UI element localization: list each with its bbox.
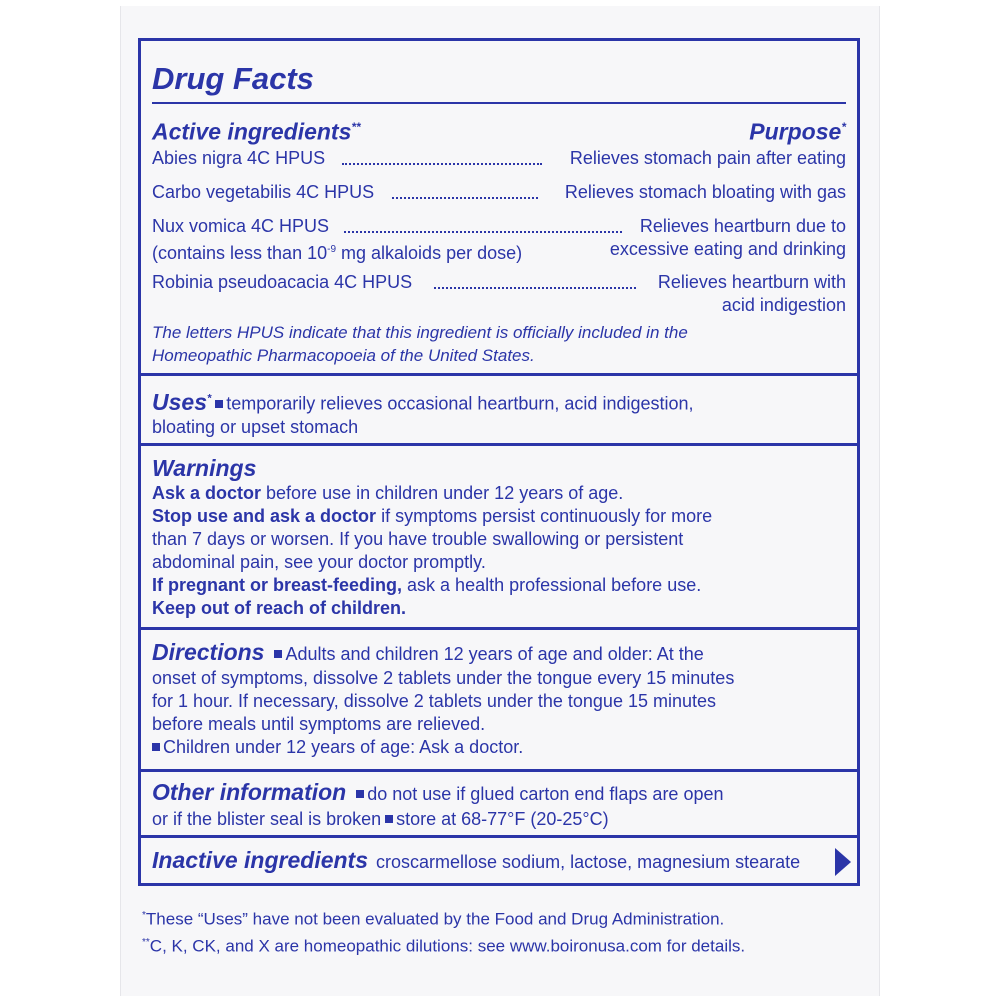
warnings-heading: Warnings — [152, 455, 257, 481]
ingredient-name: Nux vomica 4C HPUS — [152, 216, 330, 236]
bullet-icon — [356, 790, 364, 798]
leader-dots — [342, 163, 542, 165]
drug-facts-panel — [138, 38, 860, 886]
directions-heading: Directions — [152, 639, 265, 665]
uses-section: Uses* temporarily relieves occasional heartburn, acid indigestion, bloating or upset stomach — [141, 373, 857, 443]
inactive-ingredients-heading: Inactive ingredients — [152, 847, 369, 873]
ingredient-purpose-cont: excessive eating and drinking — [609, 239, 846, 259]
bullet-icon — [385, 815, 393, 823]
footnotes — [142, 904, 745, 957]
inactive-ingredients-text: croscarmellose sodium, lactose, magnesium stearate — [376, 852, 801, 872]
arrow-right-icon — [835, 848, 851, 876]
ingredient-row — [152, 147, 846, 170]
purpose-heading: Purpose* — [749, 118, 846, 145]
bullet-icon — [274, 650, 282, 658]
leader-dots — [344, 231, 622, 233]
ingredient-purpose: Relieves heartburn due to — [639, 216, 846, 236]
title-rule — [152, 102, 846, 104]
other-information-section: Other information do not use if glued carton end flaps are open or if the blister seal is broken store at 68-77°F (20-25°C) — [141, 769, 857, 835]
ingredient-purpose: Relieves heartburn with — [657, 272, 846, 292]
hpus-note: The letters HPUS indicate that this ingredient is officially included in the Homeopathic Pharmacopoeia of the United States. — [152, 323, 688, 365]
ingredient-note: (contains less than $10^{-9}$ mg alkaloids per dose) — [152, 243, 523, 263]
ingredient-row — [152, 181, 846, 204]
ingredient-name: Robinia pseudoacacia 4C HPUS — [152, 272, 413, 292]
drug-facts-title: Drug Facts — [152, 61, 314, 96]
leader-dots — [392, 197, 538, 199]
uses-heading: Uses* — [152, 388, 212, 415]
other-information-heading: Other information — [152, 779, 347, 805]
active-ingredients-heading: Active ingredients** — [152, 118, 361, 145]
ingredient-name: Carbo vegetabilis 4C HPUS — [152, 182, 375, 202]
directions-section: Directions Adults and children 12 years of age and older: At the onset of symptoms, dissolve 2 tablets under the tongue every 15 minutes for 1 hour. If necessary, dissolve 2 tablets under the tongue 15 minutes before meals until symptoms are relieved. Children under 12 years of age: Ask a doctor. — [141, 627, 857, 769]
bullet-icon — [152, 743, 160, 751]
leader-dots — [434, 287, 636, 289]
ingredient-purpose: Relieves stomach pain after eating — [569, 148, 846, 168]
ingredient-purpose-cont: acid indigestion — [721, 295, 846, 315]
warnings-section: Warnings Ask a doctor before use in children under 12 years of age. Stop use and ask a doctor if symptoms persist continuously for more than 7 days or worsen. If you have trouble swallowing or persistent abdominal pain, see your doctor promptly. If pregnant or breast-feeding, ask a health professional before use. Keep out of reach of children. — [141, 443, 857, 627]
ingredient-row — [152, 215, 846, 261]
footnote-uses: *These “Uses” have not been evaluated by the Food and Drug Administration. — [142, 909, 725, 929]
inactive-ingredients-section — [141, 835, 857, 883]
ingredient-name: Abies nigra 4C HPUS — [152, 148, 326, 168]
bullet-icon — [215, 400, 223, 408]
ingredient-row — [152, 271, 846, 317]
ingredient-purpose: Relieves stomach bloating with gas — [564, 182, 846, 202]
footnote-dilutions: **C, K, CK, and X are homeopathic dilutions: see www.boironusa.com for details. — [142, 936, 746, 956]
